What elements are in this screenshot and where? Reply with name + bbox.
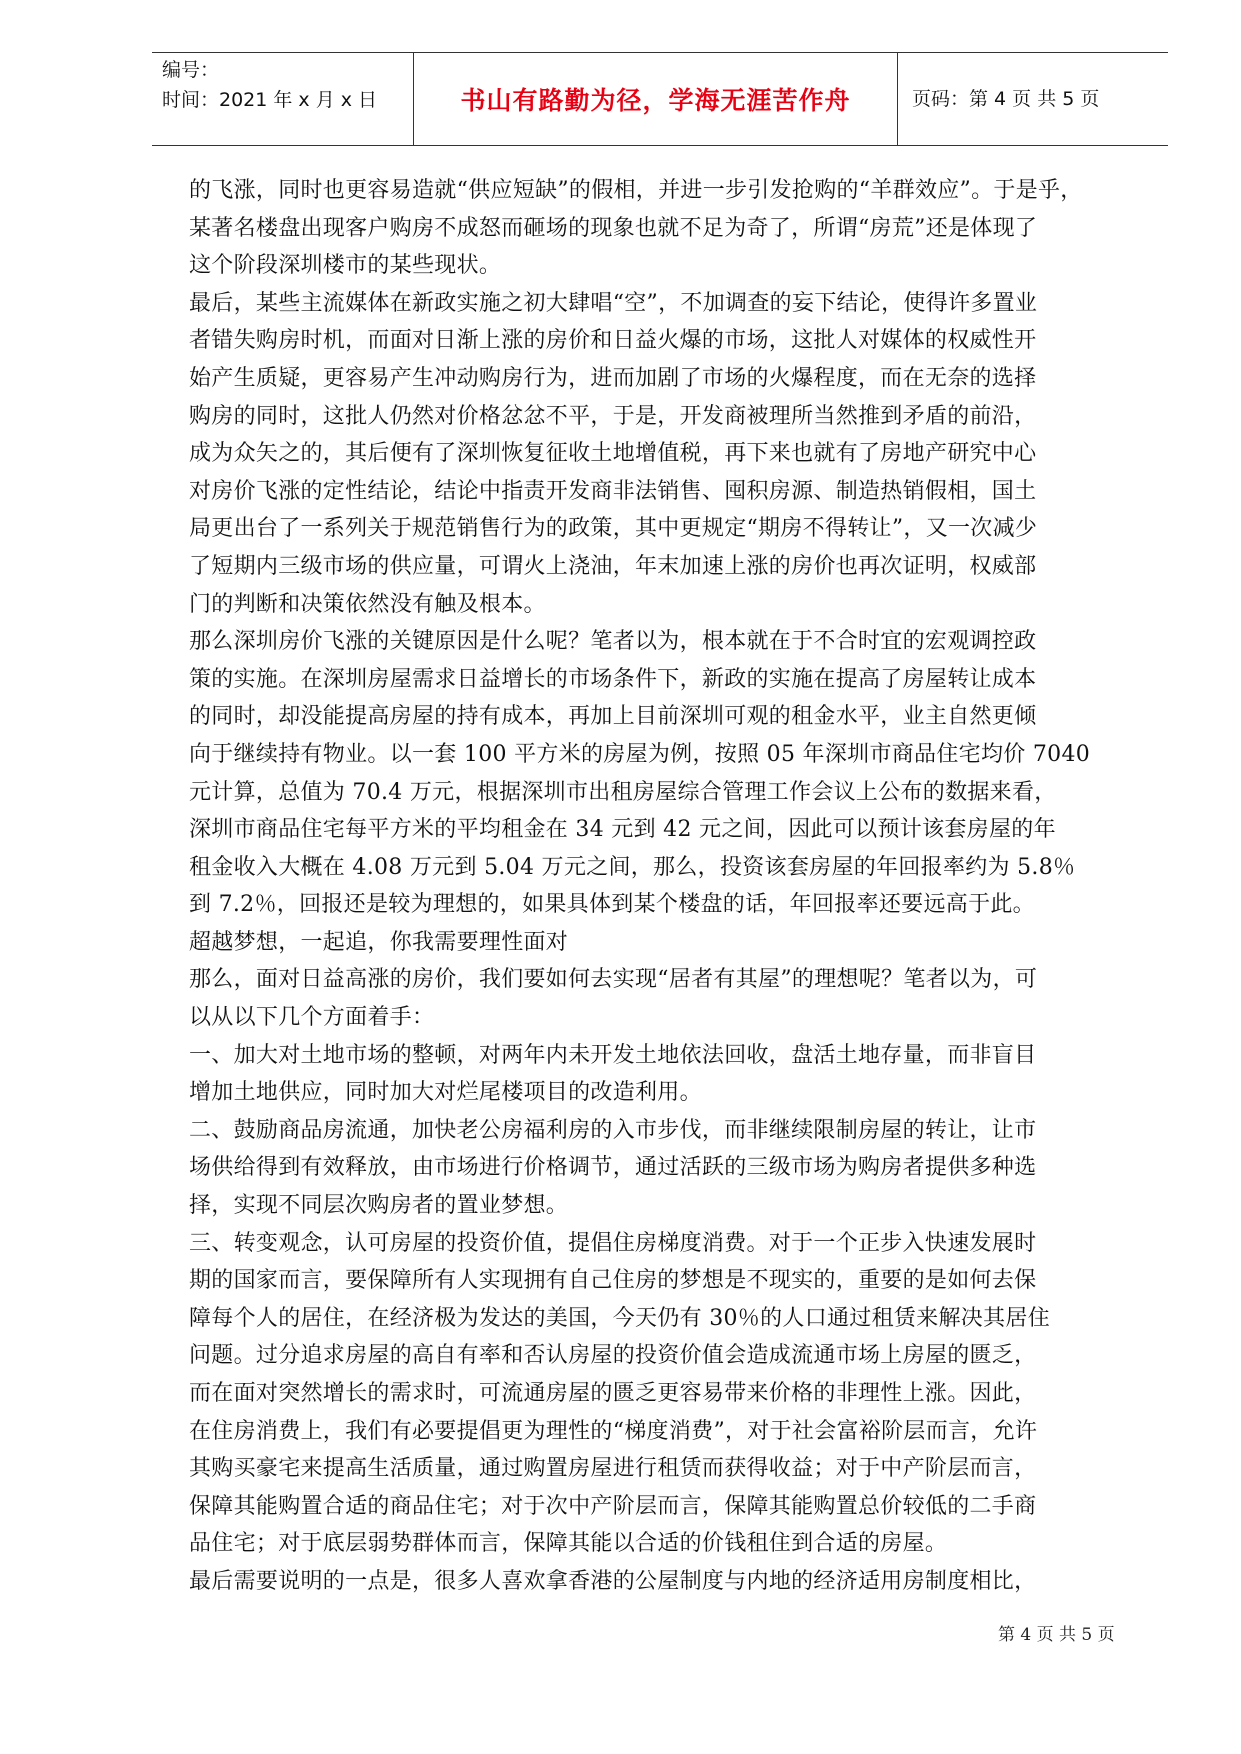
text-line: 择，实现不同层次购房者的置业梦想。 bbox=[189, 1193, 569, 1219]
code-label: 编号： bbox=[162, 59, 220, 81]
text-line: 策的实施。在深圳房屋需求日益增长的市场条件下，新政的实施在提高了房屋转让成本 bbox=[189, 666, 1037, 692]
text-line: 对房价飞涨的定性结论，结论中指责开发商非法销售、囤积房源、制造热销假相，国土 bbox=[189, 478, 1037, 504]
text-line: 向于继续持有物业。以一套 100 平方米的房屋为例，按照 05 年深圳市商品住宅均价 7040 bbox=[189, 741, 1091, 767]
text-line: 在住房消费上，我们有必要提倡更为理性的“梯度消费”，对于社会富裕阶层而言，允许 bbox=[189, 1418, 1038, 1444]
text-line: 最后，某些主流媒体在新政实施之初大肆唱“空”，不加调查的妄下结论，使得许多置业 bbox=[189, 290, 1038, 316]
text-line: 者错失购房时机，而面对日渐上涨的房价和日益火爆的市场，这批人对媒体的权威性开 bbox=[189, 328, 1037, 354]
text-line: 期的国家而言，要保障所有人实现拥有自己住房的梦想是不现实的，重要的是如何去保 bbox=[189, 1268, 1037, 1294]
footer-page-number: 第 4 页 共 5 页 bbox=[998, 1625, 1115, 1645]
header-motto: 书山有路勤为径，学海无涯苦作舟 bbox=[460, 86, 851, 115]
text-line: 租金收入大概在 4.08 万元到 5.04 万元之间，那么，投资该套房屋的年回报率约为 5.8％ bbox=[189, 854, 1076, 880]
header-meta bbox=[162, 55, 412, 115]
text-line: 以从以下几个方面着手： bbox=[189, 1005, 435, 1031]
text-line: 场供给得到有效释放，由市场进行价格调节，通过活跃的三级市场为购房者提供多种选 bbox=[189, 1155, 1037, 1181]
text-line: 增加土地供应，同时加大对烂尾楼项目的改造利用。 bbox=[189, 1080, 702, 1106]
text-line: 到 7.2％，回报还是较为理想的，如果具体到某个楼盘的话，年回报率还要远高于此。 bbox=[189, 892, 1035, 918]
text-line: 障每个人的居住，在经济极为发达的美国，今天仍有 30％的人口通过租赁来解决其居住 bbox=[189, 1305, 1050, 1331]
text-line: 那么深圳房价飞涨的关键原因是什么呢？笔者以为，根本就在于不合时宜的宏观调控政 bbox=[189, 629, 1037, 655]
text-line: 元计算，总值为 70.4 万元，根据深圳市出租房屋综合管理工作会议上公布的数据来看， bbox=[189, 779, 1057, 805]
text-line: 一、加大对土地市场的整顿，对两年内未开发土地依法回收，盘活土地存量，而非盲目 bbox=[189, 1042, 1037, 1068]
text-line: 最后需要说明的一点是，很多人喜欢拿香港的公屋制度与内地的经济适用房制度相比， bbox=[189, 1568, 1037, 1594]
text-line: 超越梦想，一起追，你我需要理性面对 bbox=[189, 929, 569, 955]
page-header bbox=[152, 52, 1168, 146]
text-line: 某著名楼盘出现客户购房不成怒而砸场的现象也就不足为奇了，所谓“房荒”还是体现了 bbox=[189, 215, 1038, 241]
text-line: 三、转变观念，认可房屋的投资价值，提倡住房梯度消费。对于一个正步入快速发展时 bbox=[189, 1230, 1037, 1256]
text-line: 其购买豪宅来提高生活质量，通过购置房屋进行租赁而获得收益；对于中产阶层而言， bbox=[189, 1456, 1037, 1482]
time-label: 时间：2021 年 x 月 x 日 bbox=[162, 89, 378, 111]
header-divider bbox=[897, 53, 898, 145]
text-line: 局更出台了一系列关于规范销售行为的政策，其中更规定“期房不得转让”，又一次减少 bbox=[189, 516, 1038, 542]
text-line: 成为众矢之的，其后便有了深圳恢复征收土地增值税，再下来也就有了房地产研究中心 bbox=[189, 441, 1037, 467]
text-line: 问题。过分追求房屋的高自有率和否认房屋的投资价值会造成流通市场上房屋的匮乏， bbox=[189, 1343, 1037, 1369]
text-line: 始产生质疑，更容易产生冲动购房行为，进而加剧了市场的火爆程度，而在无奈的选择 bbox=[189, 365, 1037, 391]
text-line: 那么，面对日益高涨的房价，我们要如何去实现“居者有其屋”的理想呢？笔者以为，可 bbox=[189, 967, 1038, 993]
text-line: 而在面对突然增长的需求时，可流通房屋的匮乏更容易带来价格的非理性上涨。因此， bbox=[189, 1381, 1037, 1406]
text-line: 了短期内三级市场的供应量，可谓火上浇油，年末加速上涨的房价也再次证明，权威部 bbox=[189, 553, 1037, 579]
header-page-number: 页码：第 4 页 共 5 页 bbox=[912, 88, 1100, 110]
text-line: 的同时，却没能提高房屋的持有成本，再加上目前深圳可观的租金水平，业主自然更倾 bbox=[189, 704, 1037, 730]
text-line: 深圳市商品住宅每平方米的平均租金在 34 元到 42 元之间，因此可以预计该套房屋的年 bbox=[189, 817, 1056, 843]
text-line: 购房的同时，这批人仍然对价格忿忿不平，于是，开发商被理所当然推到矛盾的前沿， bbox=[189, 403, 1037, 429]
text-line: 的飞涨，同时也更容易造就“供应短缺”的假相，并进一步引发抢购的“羊群效应”。于是乎， bbox=[189, 178, 1083, 203]
body-text bbox=[189, 172, 1181, 1601]
text-line: 这个阶段深圳楼市的某些现状。 bbox=[189, 253, 502, 279]
text-line: 保障其能购置合适的商品住宅；对于次中产阶层而言，保障其能购置总价较低的二手商 bbox=[189, 1493, 1037, 1519]
text-line: 二、鼓励商品房流通，加快老公房福利房的入市步伐，而非继续限制房屋的转让，让市 bbox=[189, 1117, 1037, 1143]
text-line: 门的判断和决策依然没有触及根本。 bbox=[189, 591, 546, 617]
text-line: 品住宅；对于底层弱势群体而言，保障其能以合适的价钱租住到合适的房屋。 bbox=[189, 1531, 948, 1557]
